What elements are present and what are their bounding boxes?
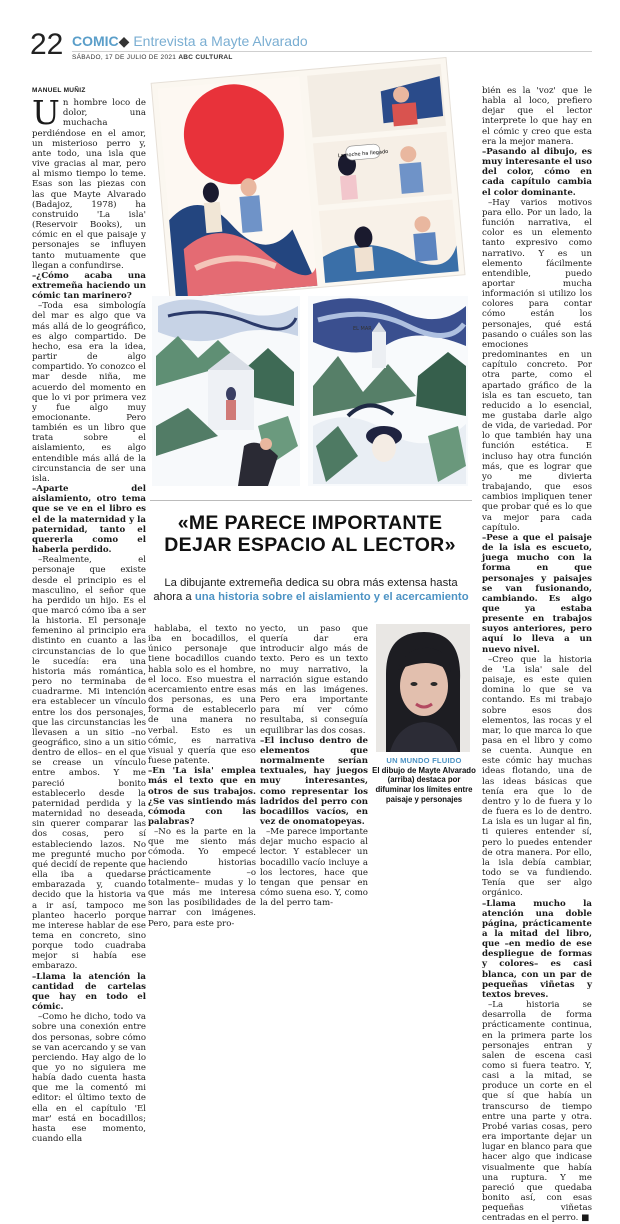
header-rule: [72, 51, 592, 52]
comic-illustration-bottom: [148, 296, 470, 492]
col3-paragraph: yecto, un paso que quería dar era introducir algo más de texto. Pero es un texto no muy narrativo, la narración sigue estando más en las imágenes. Pero era importante para mí ver cómo resultaba, si conseguía equilibrar las dos cosas.: [260, 624, 368, 736]
subheadline-highlight: una historia sobre el aislamiento y el acercamiento: [194, 591, 469, 603]
col3-paragraph: –El incluso dentro de elementos que normalmente serían textuales, hay juegos muy interesantes, como representar los ladridos del perro con bocadillos vacíos, en vez de onomatopeyas.: [260, 735, 368, 827]
section-header: [72, 33, 308, 50]
publication: ABC CULTURAL: [178, 54, 233, 61]
headline: [150, 512, 470, 556]
col4-paragraph: –Hay varios motivos para ello. Por un lado, la función narrativa, el color es un elemento tanto expresivo como narrativo. Y es un elemento fácilmente entendible, puedo aportar mucha información si utilizo los colores para contar cómo están los personajes, qué está pasando o cuáles son las emociones predominantes en un capítulo concreto. Por otra parte, como el apartado gráfico de la isla es tan escueto, tan reducido a lo esencial, me gustaba darle algo de vida, de variedad. Por lo que también hay una función estética. E incluso hay otra función más, que es lograr que yo me divierta trabajando, que esos cambios impliquen tener que probar qué es lo que va mejor para cada capítulo.: [482, 197, 592, 533]
col1-paragraph: n hombre loco de dolor, una muchacha perdiéndose en el amor, un misterioso perro y, ante todo, una isla que vive gracias al mar, pero al mismo tiempo lo teme. Esas son las piezas con las que Mayte Alvarado (Badajoz, 1978) ha construido 'La isla' (Reservoir Books), un cómic en el que paisaje y personajes se influyen tanto mutuamente que llegan a confundirse.: [32, 98, 146, 271]
col1-paragraph: –Llama la atención la cantidad de cartelas que hay en todo el cómic.: [32, 971, 146, 1013]
col1-paragraph: –Toda esa simbología del mar es algo que va más allá de lo geográfico, es algo compartido. De hecho, esa era la idea, partir de algo compartido. Yo conozco el mar desde niña, me acuerdo del momento en que lo vi por primera vez y fue algo muy emocionante. Pero también es un libro que trata sobre el aislamiento, es algo entendible más allá de la circunstancia de ser una isla.: [32, 301, 146, 484]
col4-paragraph: –Pasando al dibujo, es muy interesante el uso del color, cómo en cada capítulo cambia el color dominante.: [482, 146, 592, 198]
subheadline-text: La dibujante extremeña dedica su obra más extensa hasta ahora a: [153, 577, 458, 603]
photo-caption: [372, 756, 476, 805]
col1-paragraph: –Aparte del aislamiento, otro tema que se ve en el libro es el de la maternidad y la paternidad, tanto el quererla como el haberla perdido.: [32, 484, 146, 556]
col4-paragraph: –Pese a que el paisaje de la isla es escueto, juega mucho con la forma en que personajes y paisajes se van fusionando, cambiando. Es algo que ya estaba presente en trabajos suyos anteriores, pero aquí lo lleva a un nuevo nivel.: [482, 532, 592, 655]
col1-paragraph: –¿Cómo acaba una extremeña haciendo un cómic tan marinero?: [32, 270, 146, 302]
col2-paragraph: –En 'La isla' emplea más el texto que en otros de sus trabajos. ¿Se vas sintiendo más cómoda con las palabras?: [148, 766, 256, 827]
col4-paragraph: –La historia se desarrolla de forma prácticamente continua, en la primera parte los personajes entran y salen de escena casi como si fuera teatro. Y, casi a la mitad, se produce un corte en el que sí que había un transcurso de tiempo entre una parte y otra. Probé varias cosas, pero era importante dejar un lugar en blanco para que hacer algo que indicase visualmente que había una ruptura. Y me pareció que quedaba bonito así, con esas pequeñas viñetas centradas en el perro. ■: [482, 1000, 592, 1224]
article-column-3: [260, 624, 368, 909]
col4-paragraph: –Creo que la historia de 'La isla' sale del paisaje, es este quien domina lo que se va contando. Es mi trabajo sobre esos dos elementos, las rocas y el mar, lo que marca lo que pasa en el libro y como se cuenta. Aunque en este cómic hay muchas ideas flotando, una de las ideas básicas que tenía era que lo de dentro y lo de fuera y lo de fuera es lo de dentro. La isla es un lugar al fin, ti quieres entender sí, pero lo puedes entender de otra manera. Por ello, la isla debía cambiar, todo se va fundiendo. Tenía que ser algo orgánico.: [482, 654, 592, 899]
column-1-text: [32, 93, 147, 1145]
section-subtitle: Entrevista a Mayte Alvarado: [133, 33, 308, 49]
col2-paragraph: –No es la parte en la que me siento más cómoda. Yo empecé haciendo historias prácticamente –o totalmente– mudas y lo que más me interesa son las posibilidades de narrar con imágenes. Pero, para este pro-: [148, 827, 256, 929]
col1-paragraph: –Realmente, el personaje que existe desde el principio es el masculino, el señor que ha perdido un hijo. Es el que marcó cómo iba a ser la historia. El personaje femenino al principio era distinto en cuanto a las circunstancias de lo que le sucedía: era una historia más romántica, pero no terminaba de cuadrarme. Mi intención era establecer un vínculo entre los dos personajes, que las circunstancias les llevasen a un sitio –no geográfico, sino a un sitio dentro de ellos– en el que se crease un vínculo entre ambos. Y me pareció bonito establecerlo desde la paternidad perdida y la maternidad no deseada, sin querer comparar las dos cosas, pero sí estableciendo lazos. No me pregunté mucho por qué decidí de repente que ella iba a quedarse embarazada y, cuando decido que la historia va a ir así, tampoco me planteo hacerlo porque me interese hablar de ese tema en concreto, sino porque todo cuadraba mejor si había ese embarazo.: [32, 555, 147, 972]
section-separator: ◆: [118, 33, 130, 49]
caption-title: UN MUNDO FLUIDO: [386, 756, 462, 765]
headline-rule: [150, 500, 472, 501]
date: SÁBADO, 17 DE JULIO DE 2021: [72, 54, 177, 61]
column-4-text: [482, 86, 592, 1224]
col4-paragraph: bién es la 'voz' que le habla al loco, prefiero dejar que el lector interprete lo que hay en el cómic y creo que esta era la mejor manera.: [482, 86, 592, 147]
column-2-text: [148, 624, 256, 929]
col2-paragraph: hablaba, el texto no iba en bocadillos, el único personaje que tiene bocadillos cuando habla solo es el hombre, el loco. Eso muestra el acercamiento entre esas dos personas, es una forma de establecerlo de una manera no verbal. Esto es un cómic, es narrativa visual y quería que eso fuese patente.: [148, 624, 256, 767]
col4-paragraph: –Llama mucho la atención una doble página, prácticamente a la mitad del libro, que –en medio de ese despliegue de formas y colores– es casi blanca, con un par de pequeñas viñetas y textos breves.: [482, 898, 592, 1000]
caption-text: El dibujo de Mayte Alvarado (arriba) destaca por difuminar los límites entre paisaje y personajes: [372, 765, 476, 804]
subheadline: [150, 576, 472, 604]
section-name: COMIC: [72, 33, 119, 49]
column-3-text: [260, 624, 368, 908]
article-column-1: [32, 86, 147, 1145]
speech-bubble: La noche ha llegado: [337, 148, 389, 160]
col3-paragraph: –Me parece importante dejar mucho espacio al lector. Y establecer un bocadillo vacío incluye a los lectores, hace que tengan que pensar en cómo suena eso. Y, como la del perro tam-: [260, 827, 368, 909]
portrait-image: [376, 624, 470, 752]
sign-text: EL MAR: [353, 326, 372, 332]
byline: MANUEL MUÑIZ: [32, 87, 86, 94]
landscape-art: [148, 296, 470, 492]
comic-page-art: [148, 58, 468, 298]
col1-paragraph: –Como he dicho, todo va sobre una conexión entre dos personas, sobre cómo se van acercando y se van perciendo. Hay algo de lo que yo no siguiera me había dado cuenta hasta que me la comentó mi editor: el último texto de ella en el capítulo 'El mar' está en bocadillos; hasta ese momento, cuando ella: [32, 1012, 146, 1145]
dropcap: U: [32, 93, 60, 133]
article-column-4: [482, 86, 592, 1224]
author-photo: [376, 624, 470, 752]
comic-illustration-top: [148, 58, 468, 298]
headline-line-1: «ME PARECE IMPORTANTE: [177, 512, 443, 534]
article-column-2: [148, 624, 256, 929]
headline-line-2: DEJAR ESPACIO AL LECTOR»: [164, 534, 456, 556]
page-number: 22: [30, 28, 64, 61]
